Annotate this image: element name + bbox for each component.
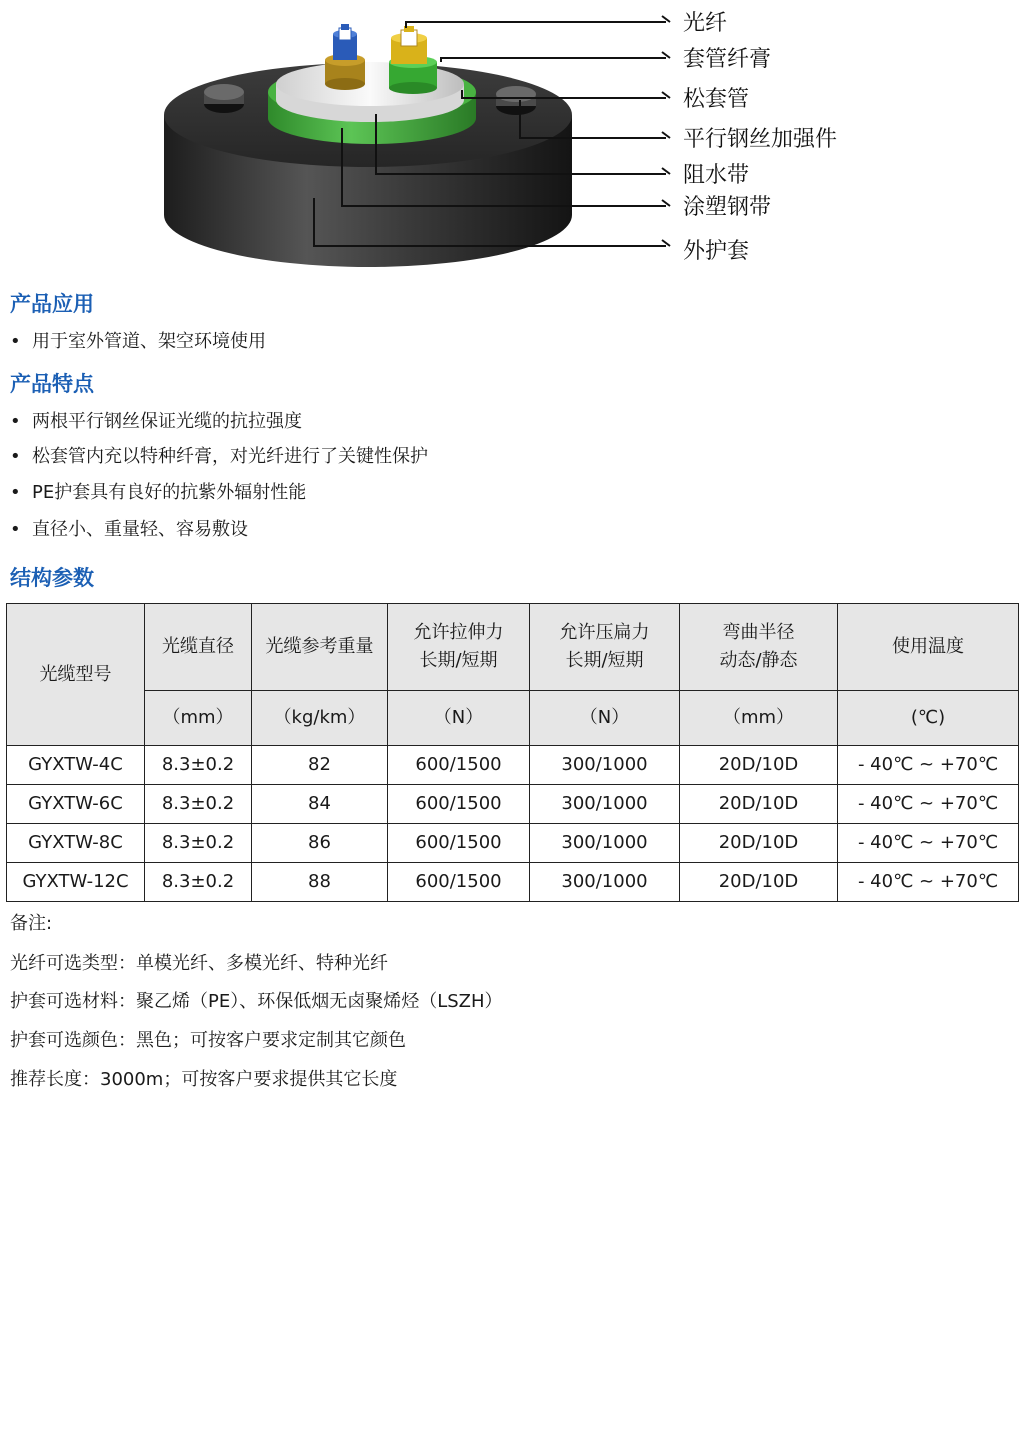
unit-diameter: （mm） bbox=[145, 691, 252, 746]
table-row: GYXTW-8C 8.3±0.2 86 600/1500 300/1000 20D/10D - 40℃ ~ +70℃ bbox=[7, 824, 1019, 863]
header-tensile: 允许拉伸力 长期/短期 bbox=[388, 604, 530, 691]
label-loose-tube: 松套管 bbox=[683, 87, 750, 112]
bullet: • bbox=[10, 446, 21, 467]
notes-title: 备注: bbox=[10, 913, 53, 934]
unit-weight: （kg/km） bbox=[252, 691, 388, 746]
list-item: • PE护套具有良好的抗紫外辐射性能 bbox=[10, 482, 307, 503]
note-recommended-length: 推荐长度：3000m；可按客户要求提供其它长度 bbox=[10, 1069, 398, 1090]
unit-tensile: （N） bbox=[388, 691, 530, 746]
table-row: GYXTW-6C 8.3±0.2 84 600/1500 300/1000 20D/10D - 40℃ ~ +70℃ bbox=[7, 785, 1019, 824]
table-row: GYXTW-4C 8.3±0.2 82 600/1500 300/1000 20D/10D - 40℃ ~ +70℃ bbox=[7, 746, 1019, 785]
list-item: • 两根平行钢丝保证光缆的抗拉强度 bbox=[10, 411, 302, 432]
section-title-features: 产品特点 bbox=[10, 372, 94, 396]
steel-wire-left bbox=[204, 84, 244, 113]
list-item: • 松套管内充以特种纤膏，对光纤进行了关键性保护 bbox=[10, 446, 428, 467]
header-bend-radius: 弯曲半径 动态/静态 bbox=[680, 604, 838, 691]
unit-crush: （N） bbox=[530, 691, 680, 746]
label-steel-wire: 平行钢丝加强件 bbox=[683, 127, 838, 152]
header-crush: 允许压扁力 长期/短期 bbox=[530, 604, 680, 691]
unit-temperature: (℃) bbox=[838, 691, 1019, 746]
label-optical-fiber: 光纤 bbox=[683, 11, 728, 36]
note-fiber-types: 光纤可选类型：单模光纤、多模光纤、特种光纤 bbox=[10, 953, 388, 974]
label-outer-jacket: 外护套 bbox=[683, 239, 750, 264]
bullet: • bbox=[10, 411, 21, 432]
header-weight: 光缆参考重量 bbox=[252, 604, 388, 691]
table-unit-row bbox=[7, 691, 1019, 746]
table-row: GYXTW-12C 8.3±0.2 88 600/1500 300/1000 20D/10D - 40℃ ~ +70℃ bbox=[7, 863, 1019, 902]
bullet: • bbox=[10, 519, 21, 540]
label-coated-steel-tape: 涂塑钢带 bbox=[683, 195, 772, 220]
label-water-blocking-tape: 阻水带 bbox=[683, 163, 750, 188]
header-diameter: 光缆直径 bbox=[145, 604, 252, 691]
list-item: • 用于室外管道、架空环境使用 bbox=[10, 331, 266, 352]
leader-arrowheads bbox=[662, 16, 670, 246]
list-item: • 直径小、重量轻、容易敷设 bbox=[10, 519, 248, 540]
loose-tube-blue bbox=[333, 24, 357, 60]
section-title-application: 产品应用 bbox=[10, 292, 94, 316]
bullet: • bbox=[10, 482, 21, 503]
unit-bend-radius: （mm） bbox=[680, 691, 838, 746]
header-temperature: 使用温度 bbox=[838, 604, 1019, 691]
bullet: • bbox=[10, 331, 21, 352]
note-jacket-materials: 护套可选材料：聚乙烯（PE）、环保低烟无卤聚烯烃（LSZH） bbox=[10, 991, 503, 1012]
note-jacket-colors: 护套可选颜色：黑色；可按客户要求定制其它颜色 bbox=[10, 1030, 406, 1051]
loose-tube-yellow bbox=[391, 26, 427, 64]
spec-table bbox=[6, 603, 1019, 902]
cable-structure-diagram bbox=[0, 0, 1024, 280]
section-title-structure: 结构参数 bbox=[10, 566, 94, 590]
steel-wire-right bbox=[496, 86, 536, 115]
label-tube-gel: 套管纤膏 bbox=[683, 47, 772, 72]
header-model: 光缆型号 bbox=[7, 604, 145, 746]
table-header-row bbox=[7, 604, 1019, 691]
